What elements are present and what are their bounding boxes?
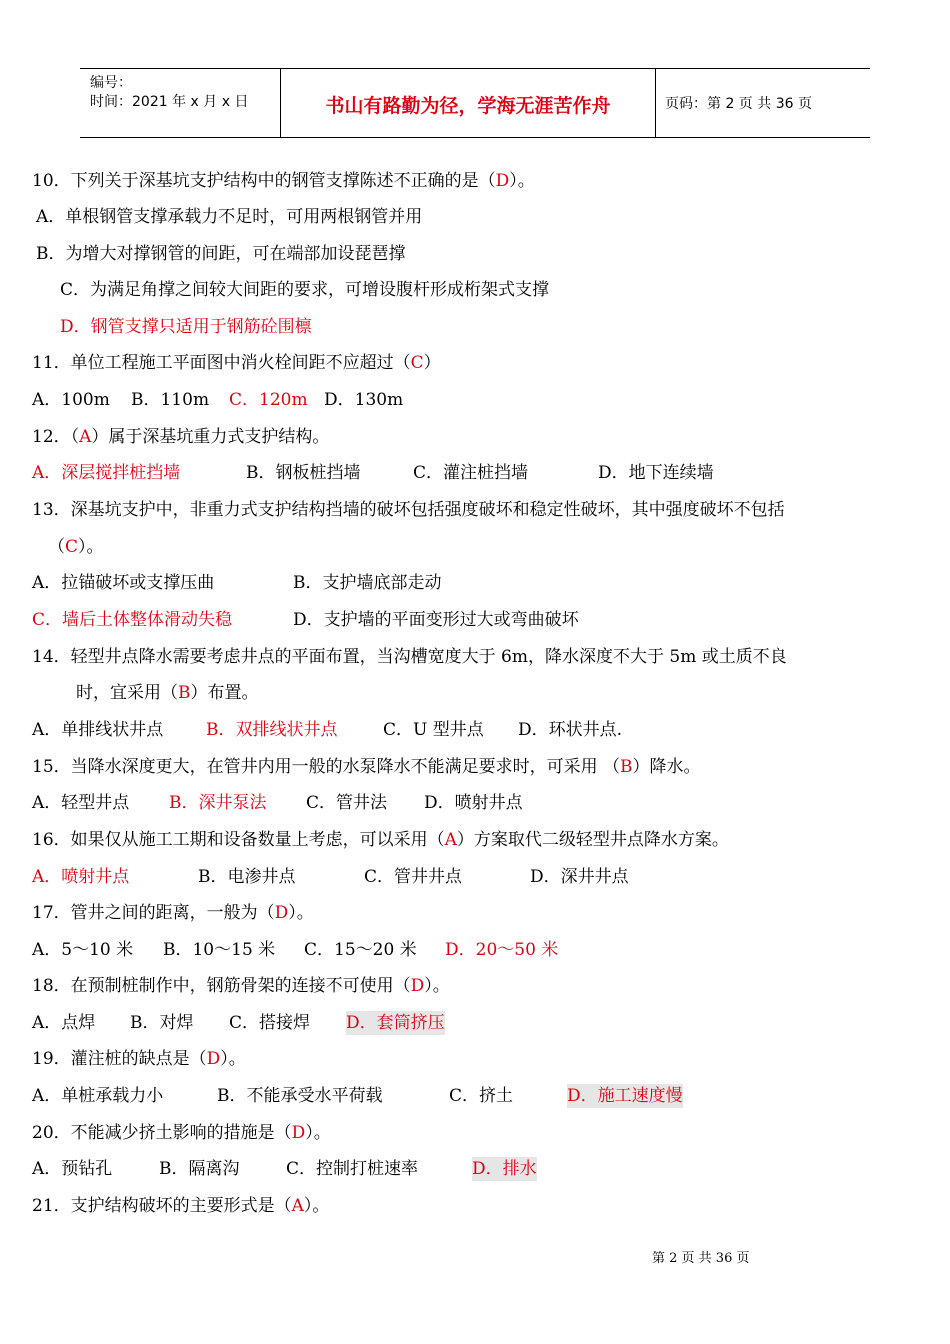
- option-c: C．搭接焊: [229, 1013, 311, 1033]
- option-d: D．喷射井点: [424, 793, 523, 813]
- header-motto-cell: [280, 69, 656, 137]
- page-footer: 第 2 页 共 36 页: [652, 1251, 750, 1266]
- answer: B: [178, 683, 191, 703]
- stem-text: 10．下列关于深基坑支护结构中的钢管支撑陈述不正确的是（: [32, 171, 496, 191]
- stem-text: ）。: [78, 537, 104, 557]
- question-19-options: [32, 1084, 683, 1108]
- stem-text: 11．单位工程施工平面图中消火栓间距不应超过（: [32, 353, 411, 373]
- stem-text: ）: [423, 353, 441, 373]
- option-c: C．U 型井点: [383, 720, 484, 740]
- stem-text: 时，宜采用（: [76, 683, 178, 703]
- question-16-options: [32, 865, 629, 889]
- option-b: B．深井泵法: [169, 793, 267, 813]
- option-d: D．排水: [472, 1159, 537, 1179]
- option-a: A．预钻孔: [32, 1159, 113, 1179]
- stem-text: ）。: [303, 1196, 330, 1216]
- stem-text: 12．（: [32, 427, 80, 447]
- stem-text: ）。: [424, 976, 450, 996]
- question-20-stem: [32, 1121, 331, 1145]
- option-a: A．单桩承载力小: [32, 1086, 164, 1106]
- stem-text: ）。: [288, 903, 314, 923]
- option-c: C．控制打桩速率: [286, 1159, 419, 1179]
- question-21-stem: [32, 1194, 329, 1218]
- question-17-stem: [32, 901, 314, 925]
- option-c: C．管井井点: [364, 867, 463, 887]
- stem-text: ）布置。: [190, 683, 259, 703]
- question-12-options: [32, 461, 714, 485]
- option-a: A．5～10 米: [32, 940, 134, 960]
- answer: B: [620, 757, 633, 777]
- number-label: 编号：: [90, 75, 132, 91]
- option-b: B．对焊: [130, 1013, 194, 1033]
- option-a: A．拉锚破坏或支撑压曲: [32, 573, 215, 593]
- stem-text: 17．管井之间的距离，一般为（: [32, 903, 275, 923]
- stem-text: 16．如果仅从施工工期和设备数量上考虑，可以采用（: [32, 830, 445, 850]
- question-14-stem-line1: 14．轻型井点降水需要考虑井点的平面布置，当沟槽宽度大于 6m，降水深度不大于 5m 或土质不良: [32, 647, 787, 667]
- option-b: B．不能承受水平荷载: [217, 1086, 383, 1106]
- option-a: A．点焊: [32, 1013, 96, 1033]
- question-20-options: [32, 1157, 537, 1181]
- option-d: D．地下连续墙: [598, 463, 714, 483]
- option-c: C．120m: [229, 390, 308, 410]
- question-10-option-a: A．单根钢管支撑承载力不足时，可用两根钢管并用: [36, 207, 423, 227]
- option-b: B．110m: [131, 390, 210, 410]
- answer: C: [65, 537, 79, 557]
- stem-text: ）。: [220, 1049, 246, 1069]
- stem-text: ）降水。: [632, 757, 701, 777]
- question-10-stem: [32, 169, 535, 193]
- question-16-stem: [32, 828, 729, 852]
- option-c: C．灌注桩挡墙: [413, 463, 529, 483]
- question-15-stem: [32, 755, 701, 779]
- question-13-stem-line2: [48, 535, 104, 559]
- option-c: C．管井法: [306, 793, 388, 813]
- option-a: A．100m: [32, 390, 110, 410]
- option-a: A．单排线状井点: [32, 720, 164, 740]
- option-a: A．喷射井点: [32, 867, 130, 887]
- page-label: 页码：第 2 页 共 36 页: [665, 96, 812, 112]
- option-b: B．双排线状井点: [206, 720, 338, 740]
- question-19-stem: [32, 1047, 246, 1071]
- time-label: 时间：2021 年 x 月 x 日: [90, 94, 249, 110]
- header-meta-cell: [80, 69, 280, 137]
- question-13-stem-line1: 13．深基坑支护中，非重力式支护结构挡墙的破坏包括强度破坏和稳定性破坏，其中强度破坏不包括: [32, 500, 785, 520]
- answer: D: [495, 171, 510, 191]
- option-c: C．墙后土体整体滑动失稳: [32, 610, 233, 630]
- answer: C: [410, 353, 424, 373]
- header-page-cell: [655, 69, 870, 137]
- question-10-option-c: C．为满足角撑之间较大间距的要求，可增设腹杆形成桁架式支撑: [60, 280, 550, 300]
- answer: D: [274, 903, 289, 923]
- stem-text: 15．当降水深度更大，在管井内用一般的水泵降水不能满足要求时，可采用 （: [32, 757, 621, 777]
- question-13-options-row1: [32, 571, 442, 595]
- question-13-options-row2: [32, 608, 579, 632]
- answer: D: [291, 1123, 306, 1143]
- option-a: A．深层搅拌桩挡墙: [32, 463, 181, 483]
- option-d: D．20～50 米: [445, 940, 559, 960]
- option-d: D．施工速度慢: [567, 1086, 683, 1106]
- question-10-option-d: D．钢管支撑只适用于钢筋砼围檩: [60, 317, 312, 337]
- document-header: [80, 68, 870, 138]
- question-11-options: [32, 388, 403, 412]
- answer: D: [206, 1049, 221, 1069]
- question-14-options: [32, 718, 622, 742]
- option-d: D．支护墙的平面变形过大或弯曲破坏: [293, 610, 579, 630]
- answer: D: [410, 976, 425, 996]
- option-d: D．130m: [324, 390, 404, 410]
- stem-text: 20．不能减少挤土影响的措施是（: [32, 1123, 292, 1143]
- stem-text: 18．在预制桩制作中，钢筋骨架的连接不可使用（: [32, 976, 411, 996]
- option-d: D．深井井点: [530, 867, 629, 887]
- motto: 书山有路勤为径，学海无涯苦作舟: [325, 95, 611, 117]
- option-b: B．隔离沟: [159, 1159, 240, 1179]
- question-15-options: [32, 791, 523, 815]
- question-18-options: [32, 1011, 445, 1035]
- question-12-stem: [32, 425, 329, 449]
- option-d: D．环状井点.: [518, 720, 623, 740]
- option-c: C．挤土: [449, 1086, 514, 1106]
- stem-text: 19．灌注桩的缺点是（: [32, 1049, 207, 1069]
- option-c: C．15～20 米: [304, 940, 417, 960]
- answer: A: [444, 830, 457, 850]
- stem-text: 21．支护结构破坏的主要形式是（: [32, 1196, 292, 1216]
- question-14-stem-line2: [76, 681, 259, 705]
- answer: A: [79, 427, 92, 447]
- option-b: B．电渗井点: [198, 867, 296, 887]
- stem-text: ）方案取代二级轻型井点降水方案。: [456, 830, 729, 850]
- question-11-stem: [32, 351, 441, 375]
- question-10-option-b: B．为增大对撑钢管的间距，可在端部加设琵琶撑: [36, 244, 406, 264]
- stem-text: ）属于深基坑重力式支护结构。: [91, 427, 330, 447]
- stem-text: ）。: [305, 1123, 331, 1143]
- option-b: B．钢板桩挡墙: [246, 463, 361, 483]
- stem-text: （: [48, 537, 65, 557]
- option-d: D．套筒挤压: [346, 1013, 445, 1033]
- option-b: B．10～15 米: [163, 940, 276, 960]
- answer: A: [291, 1196, 304, 1216]
- stem-text: ）。: [509, 171, 535, 191]
- question-17-options: [32, 938, 558, 962]
- option-b: B．支护墙底部走动: [293, 573, 442, 593]
- option-a: A．轻型井点: [32, 793, 130, 813]
- question-18-stem: [32, 974, 450, 998]
